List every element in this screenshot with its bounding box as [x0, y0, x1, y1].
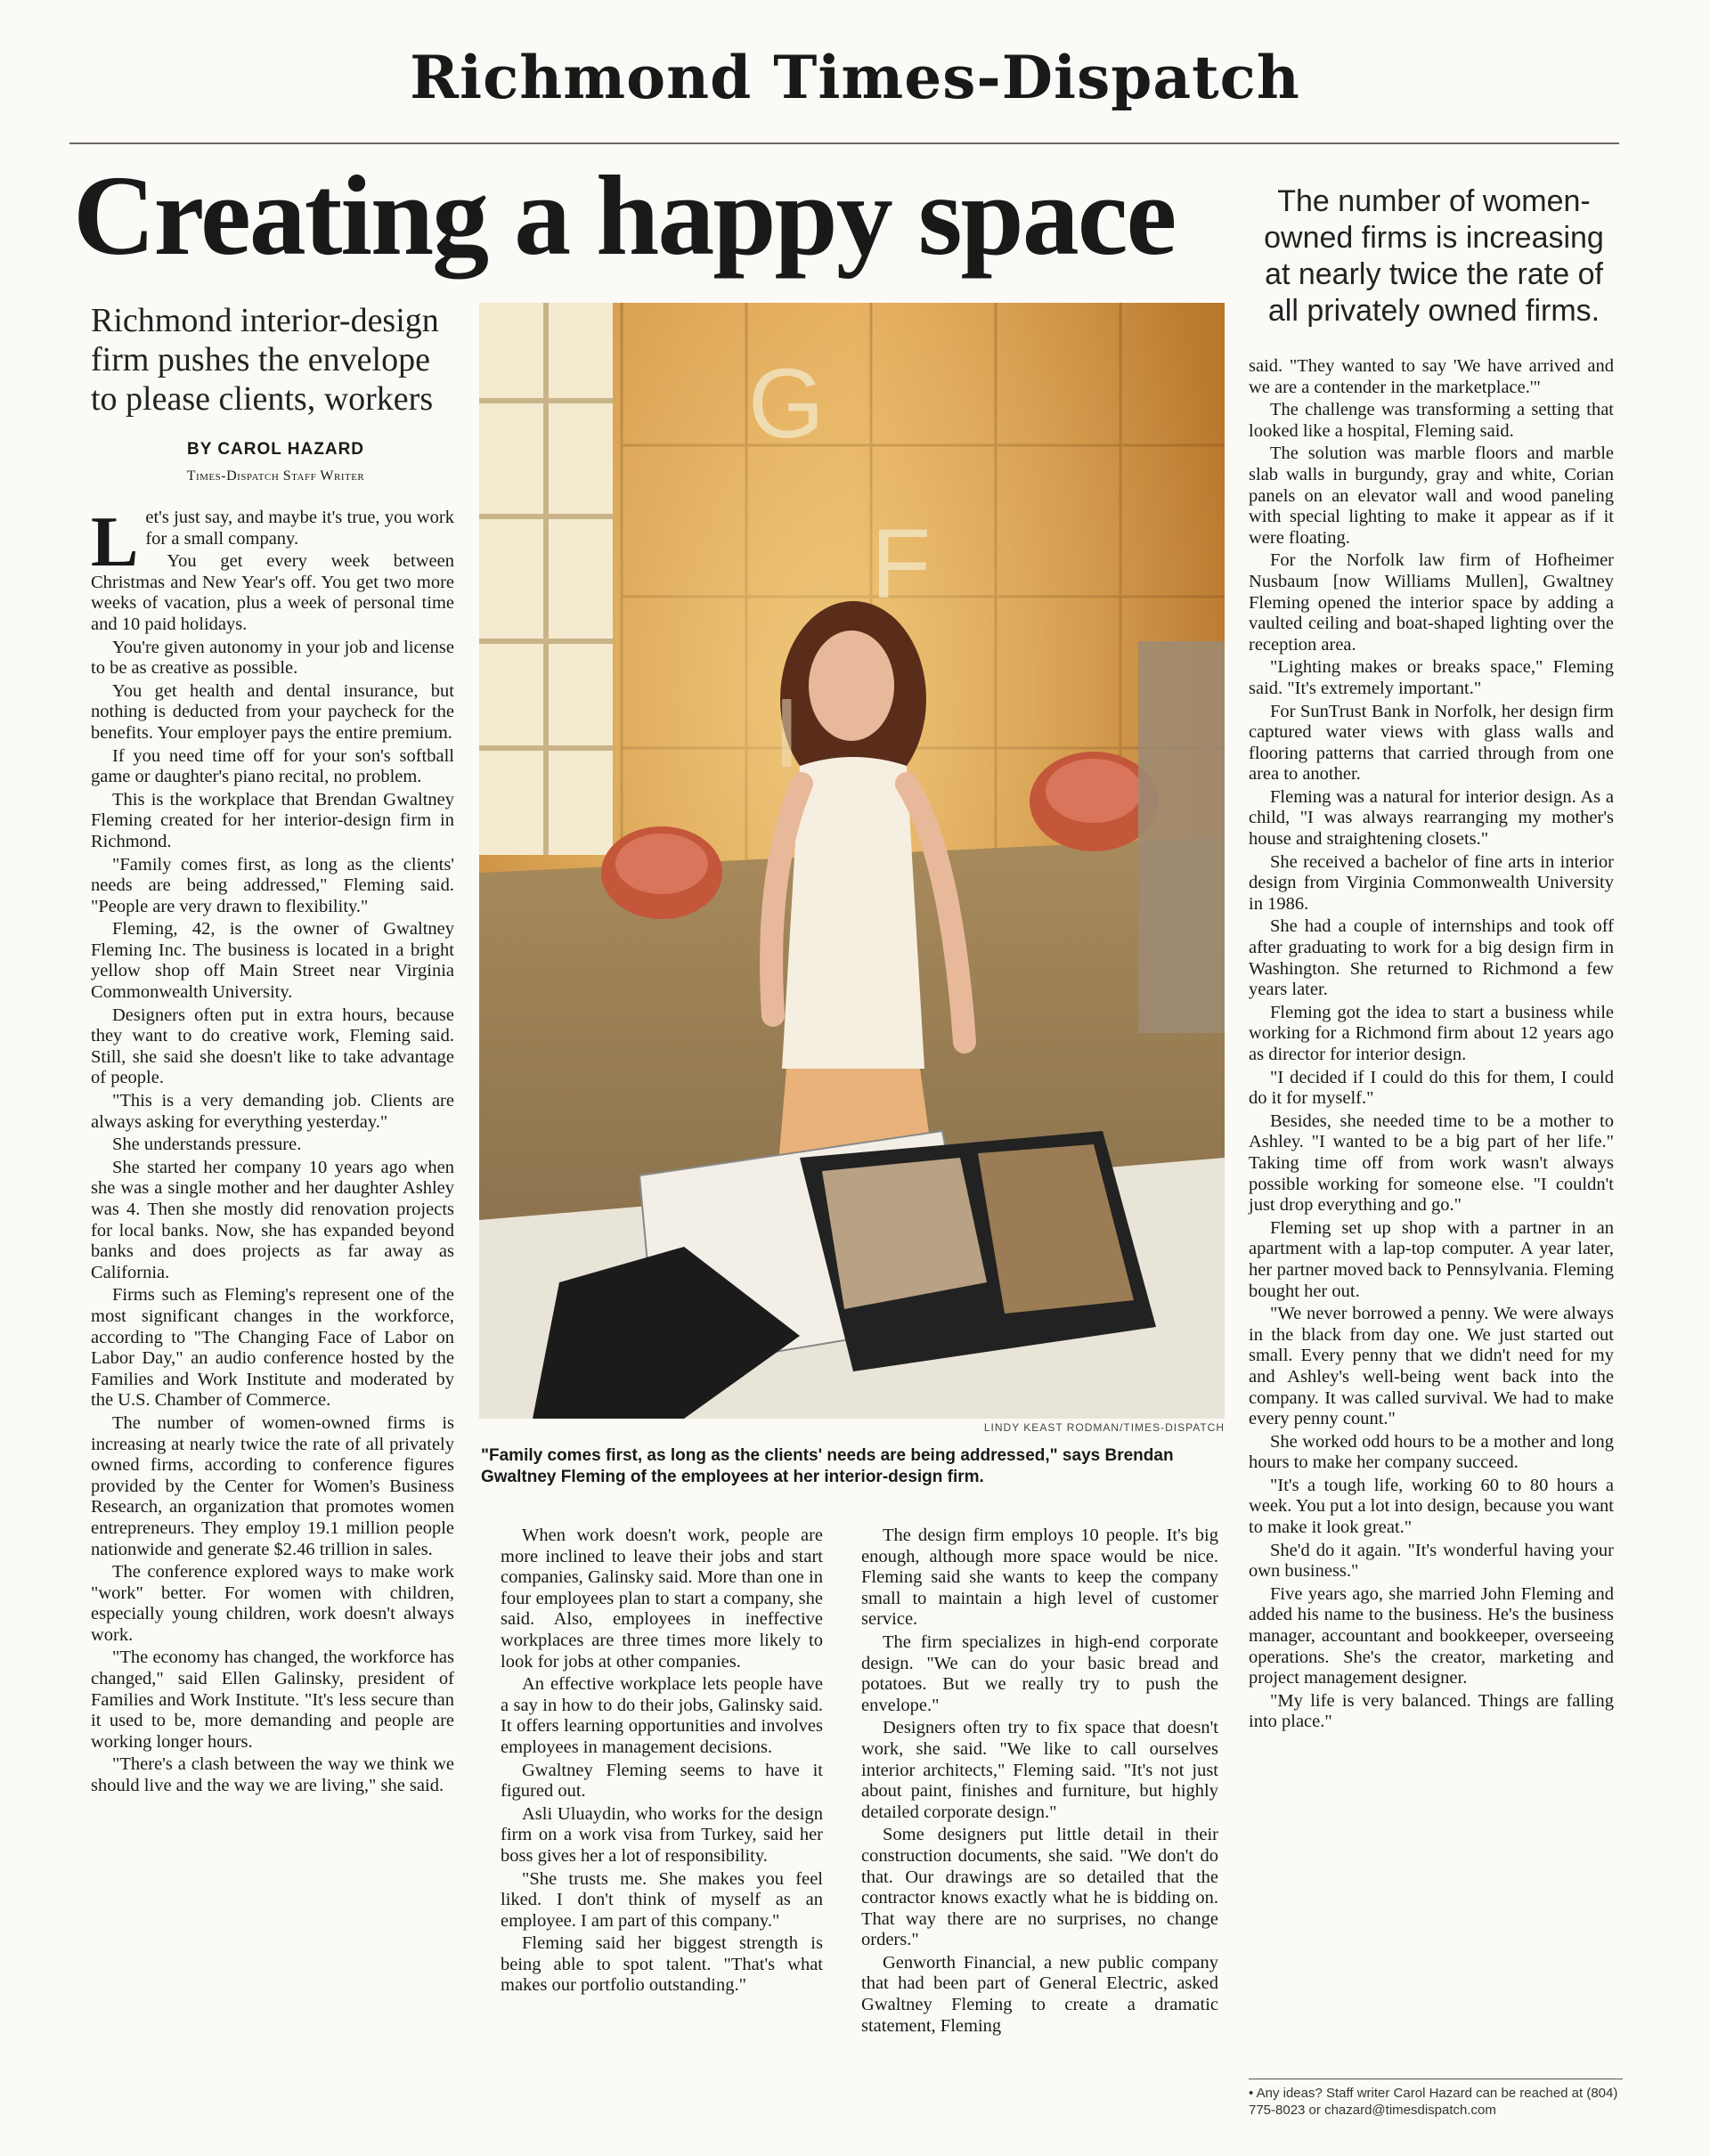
headline: Creating a happy space: [73, 152, 1176, 279]
paragraph: The solution was marble floors and marble slab walls in burgundy, gray and white, Corian panels on an elevator wall and wood paneling with special lighting to make it appear as if it were floating.: [1249, 443, 1614, 548]
contact-tagline: • Any ideas? Staff writer Carol Hazard can be reached at (804) 775-8023 or chazard@timesdispatch.com: [1249, 2079, 1623, 2119]
paragraph: "I decided if I could do this for them, I could do it for myself.": [1249, 1067, 1614, 1109]
paragraph: You get every week between Christmas and New Year's off. You get two more weeks of vacation, plus a week of personal time and 10 paid holidays.: [91, 551, 454, 634]
paragraph: She'd do it again. "It's wonderful having your own business.": [1249, 1540, 1614, 1582]
paragraph: She received a bachelor of fine arts in interior design from Virginia Commonwealth University in 1986.: [1249, 851, 1614, 914]
paragraph: If you need time off for your son's softball game or daughter's piano recital, no problem.: [91, 745, 454, 787]
paragraph: Designers often try to fix space that doesn't work, she said. "We like to call ourselves interior architects," Fleming said. "It's not just about paint, finishes and furniture, but highly detailed corporate design.": [861, 1718, 1218, 1822]
paragraph: She had a couple of internships and took off after graduating to work for a big design firm in Washington. She returned to Richmond a few years later.: [1249, 916, 1614, 1000]
paragraph: Genworth Financial, a new public company that had been part of General Electric, asked Gwaltney Fleming to create a dramatic statement, Fleming: [861, 1952, 1218, 2036]
subhead: Richmond interior-design firm pushes the envelope to please clients, workers: [91, 302, 439, 418]
paragraph: "Family comes first, as long as the clients' needs are being addressed," Fleming said. "People are very drawn to flexibility.": [91, 854, 454, 916]
paragraph: Besides, she needed time to be a mother to Ashley. "I wanted to be a big part of her life." Taking time off from work wasn't always possible working for someone else. "I couldn't just drop everything and go.": [1249, 1111, 1614, 1216]
paragraph: Fleming said her biggest strength is being able to spot talent. "That's what makes our portfolio outstanding.": [501, 1933, 823, 1996]
paragraph: The number of women-owned firms is increasing at nearly twice the rate of all privately owned firms, according to conference figures provided by the Center for Women's Business Research, an organization that promotes women entrepreneurs. They employ 19.1 million people nationwide and generate $2.46 trillion in sales.: [91, 1412, 454, 1559]
paragraph: Five years ago, she married John Fleming and added his name to the business. He's the business manager, accountant and bookkeeper, overseeing operations. She's the creator, marketing and project management designer.: [1249, 1583, 1614, 1688]
photo-illustration: [479, 303, 1225, 1419]
paragraph: She worked odd hours to be a mother and long hours to make her company succeed.: [1249, 1431, 1614, 1473]
paragraph: She started her company 10 years ago when she was a single mother and her daughter Ashley was 4. Then she mostly did renovation projects for local banks. Now, she has expanded beyond banks and does projects as far away as California.: [91, 1157, 454, 1282]
lead-text: et's just say, and maybe it's true, you work for a small company.: [145, 508, 454, 549]
paragraph: Designers often put in extra hours, because they want to do creative work, Fleming said. Still, she said she doesn't like to take advantage of people.: [91, 1005, 454, 1088]
paragraph: For SunTrust Bank in Norfolk, her design firm captured water views with glass walls and flooring patterns that carried through from one area to another.: [1249, 701, 1614, 785]
paragraph: "This is a very demanding job. Clients are always asking for everything yesterday.": [91, 1091, 454, 1132]
paragraph: Fleming, 42, is the owner of Gwaltney Fleming Inc. The business is located in a bright yellow shop off Main Street near Virginia Commonwealth University.: [91, 919, 454, 1003]
paragraph: "We never borrowed a penny. We were always in the black from day one. We just started out small. Every penny that we didn't need for my and Ashley's well-being went back into the company. It was called survival. We had to make every penny count.": [1249, 1304, 1614, 1429]
paragraph: "My life is very balanced. Things are falling into place.": [1249, 1690, 1614, 1732]
paragraph: You're given autonomy in your job and license to be as creative as possible.: [91, 637, 454, 679]
paragraph: "Lighting makes or breaks space," Fleming said. "It's extremely important.": [1249, 657, 1614, 698]
wall-letter-i: I: [773, 679, 801, 788]
drop-cap: L: [91, 503, 139, 582]
paragraph: Fleming was a natural for interior design. As a child, "I was always rearranging my mother's house and straightening closets.": [1249, 786, 1614, 850]
paragraph: "The economy has changed, the workforce has changed," said Ellen Galinsky, president of Families and Work Institute. "It's less secure than it used to be, more demanding and people are working longer hours.: [91, 1648, 454, 1752]
masthead: Richmond Times-Dispatch: [410, 43, 1300, 112]
byline: BY CAROL HAZARD: [186, 440, 365, 459]
lead-paragraph: [91, 503, 454, 582]
paragraph: An effective workplace lets people have a say in how to do their jobs, Galinsky said. It offers learning opportunities and involves employees in management decisions.: [501, 1674, 823, 1757]
paragraph: "It's a tough life, working 60 to 80 hours a week. You put a lot into design, because you want to make it look great.": [1249, 1475, 1614, 1538]
paragraph: "She trusts me. She makes you feel liked. I don't think of myself as an employee. I am part of this company.": [501, 1868, 823, 1931]
pull-quote: The number of women-owned firms is increasing at nearly twice the rate of all privately owned firms.: [1264, 184, 1604, 328]
paragraph: For the Norfolk law firm of Hofheimer Nusbaum [now Williams Mullen], Gwaltney Fleming opened the interior space by adding a vaulted ceiling and boat-shaped lighting over the reception area.: [1249, 550, 1614, 655]
photo-credit: LINDY KEAST RODMAN/TIMES-DISPATCH: [983, 1421, 1225, 1434]
feature-photo: [479, 303, 1225, 1419]
paragraph: Fleming set up shop with a partner in an apartment with a lap-top computer. A year later, her partner moved back to Pennsylvania. Fleming bought her out.: [1249, 1217, 1614, 1301]
paragraph: The conference explored ways to make work "work" better. For women with children, especially young children, work doesn't always work.: [91, 1562, 454, 1645]
paragraph: Some designers put little detail in their construction documents, she said. "We don't do that. Our drawings are so detailed that the contractor knows exactly what he is bidding on. That way there are no surprises, no change orders.": [861, 1825, 1218, 1950]
masthead-rule: [69, 142, 1619, 144]
paragraph: Fleming got the idea to start a business while working for a Richmond firm about 12 years ago as director for interior design.: [1249, 1002, 1614, 1064]
article-column-2: [501, 1525, 823, 1998]
paragraph: Asli Uluaydin, who works for the design firm on a work visa from Turkey, said her boss gives her a lot of responsibility.: [501, 1803, 823, 1866]
paragraph: The design firm employs 10 people. It's big enough, although more space would be nice. Fleming said she wants to keep the company small to maintain a high level of customer service.: [861, 1525, 1218, 1630]
paragraph: This is the workplace that Brendan Gwaltney Fleming created for her interior-design firm in Richmond.: [91, 789, 454, 851]
article-column-4: [1249, 356, 1614, 1735]
paragraph: "There's a clash between the way we think we should live and the way we are living," she said.: [91, 1754, 454, 1796]
wall-letter-g: G: [748, 349, 825, 459]
article-column-3: [861, 1525, 1218, 2038]
article-column-1: [91, 503, 454, 1799]
photo-caption: "Family comes first, as long as the clients' needs are being addressed," says Brendan Gwaltney Fleming of the employees at her interior-design firm.: [481, 1446, 1174, 1486]
byline-role: Times-Dispatch Staff Writer: [186, 468, 365, 484]
paragraph: The challenge was transforming a setting that looked like a hospital, Fleming said.: [1249, 400, 1614, 441]
paragraph: The firm specializes in high-end corporate design. "We can do your basic bread and potatoes. But we really try to push the envelope.": [861, 1631, 1218, 1715]
wall-letter-f: F: [871, 509, 932, 619]
paragraph: You get health and dental insurance, but nothing is deducted from your paycheck for the benefits. Your employer pays the entire premium.: [91, 680, 454, 743]
paragraph: said. "They wanted to say 'We have arrived and we are a contender in the marketplace.'": [1249, 356, 1614, 397]
paragraph: Gwaltney Fleming seems to have it figured out.: [501, 1760, 823, 1802]
paragraph: She understands pressure.: [112, 1135, 302, 1155]
paragraph: When work doesn't work, people are more inclined to leave their jobs and start companies, Galinsky said. More than one in four employees plan to start a company, she said. Also, employees in ineffective workplaces are three times more likely to look for jobs at other companies.: [501, 1525, 823, 1672]
paragraph: Firms such as Fleming's represent one of the most significant changes in the workforce, according to "The Changing Face of Labor on Labor Day," an audio conference hosted by the Families and Work Institute and moderated by the U.S. Chamber of Commerce.: [91, 1285, 454, 1411]
